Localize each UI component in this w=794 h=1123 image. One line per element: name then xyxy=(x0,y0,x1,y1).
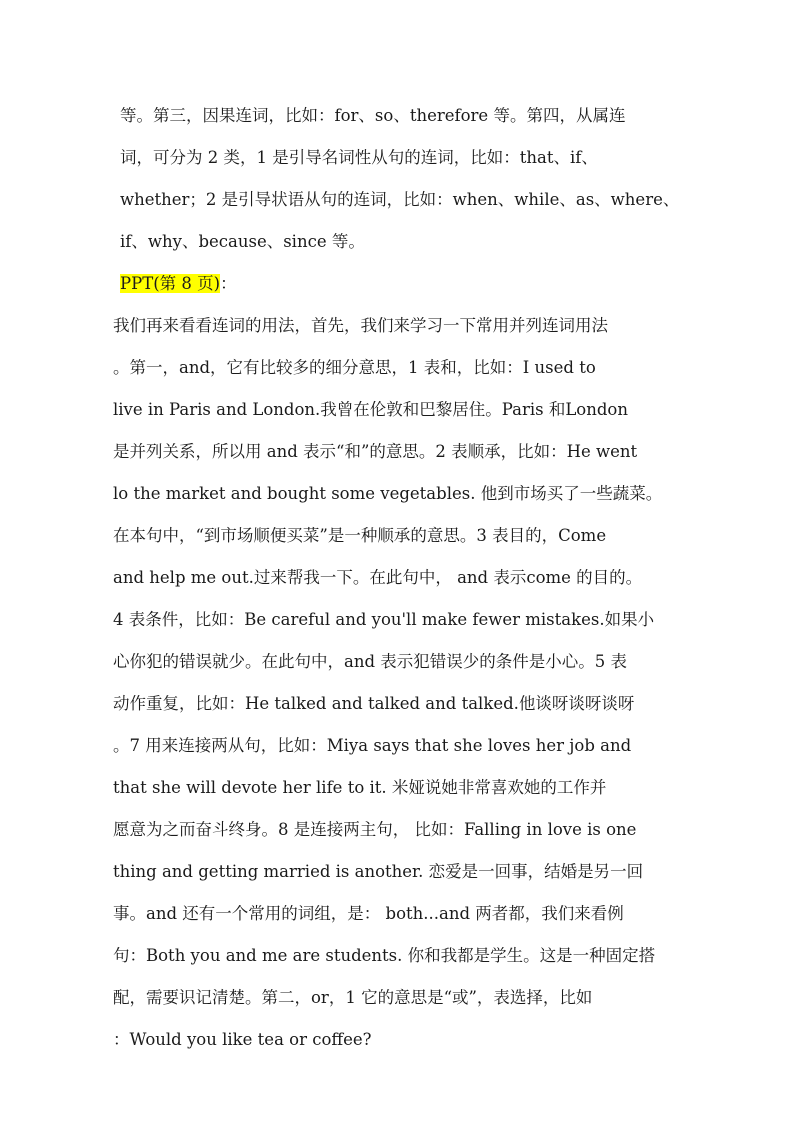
intro-line: whether；2 是引导状语从句的连词，比如：when、while、as、where、 xyxy=(120,190,680,209)
body-line: ：Would you like tea or coffee? xyxy=(113,1030,372,1049)
body-line: lo the market and bought some vegetables. 他到市场买了一些蔬菜。 xyxy=(113,484,663,503)
body-line: 是并列关系，所以用 and 表示“和”的意思。2 表顺承，比如：He went xyxy=(113,442,638,461)
section-heading xyxy=(120,273,237,295)
body-line: 在本句中，“到市场顺便买菜”是一种顺承的意思。3 表目的，Come xyxy=(113,526,607,545)
section-suffix: ： xyxy=(220,274,237,293)
body-line: 4 表条件，比如：Be careful and you'll make fewer mistakes.如果小 xyxy=(113,610,655,629)
intro-line: 词，可分为 2 类，1 是引导名词性从句的连词，比如：that、if、 xyxy=(120,148,598,167)
body-line: that she will devote her life to it. 米娅说她非常喜欢她的工作并 xyxy=(113,778,607,797)
body-line: and help me out.过来帮我一下。在此句中， and 表示come 的目的。 xyxy=(113,568,643,587)
body-line: 动作重复，比如：He talked and talked and talked.他谈呀谈呀谈呀 xyxy=(113,694,635,713)
body-line: 句：Both you and me are students. 你和我都是学生。这是一种固定搭 xyxy=(113,946,656,965)
body-line: 我们再来看看连词的用法，首先，我们来学习一下常用并列连词用法 xyxy=(113,316,608,335)
body-line: thing and getting married is another. 恋爱是一回事，结婚是另一回 xyxy=(113,862,644,881)
body-line: 心你犯的错误就少。在此句中，and 表示犯错误少的条件是小心。5 表 xyxy=(113,652,628,671)
body-line: 。第一，and，它有比较多的细分意思，1 表和，比如：I used to xyxy=(113,358,596,377)
body-line: 事。and 还有一个常用的词组，是： both...and 两者都，我们来看例 xyxy=(113,904,624,923)
section-label: PPT(第 8 页) xyxy=(120,274,221,293)
body-line: 。7 用来连接两从句，比如：Miya says that she loves her job and xyxy=(113,736,632,755)
body-line: 愿意为之而奋斗终身。8 是连接两主句， 比如：Falling in love is one xyxy=(113,820,637,839)
intro-line: 等。第三，因果连词，比如：for、so、therefore 等。第四，从属连 xyxy=(120,106,626,125)
body-line: 配，需要识记清楚。第二，or，1 它的意思是“或”，表选择，比如 xyxy=(113,988,593,1007)
intro-line: if、why、because、since 等。 xyxy=(120,232,365,251)
body-line: live in Paris and London.我曾在伦敦和巴黎居住。Paris 和London xyxy=(113,400,628,419)
